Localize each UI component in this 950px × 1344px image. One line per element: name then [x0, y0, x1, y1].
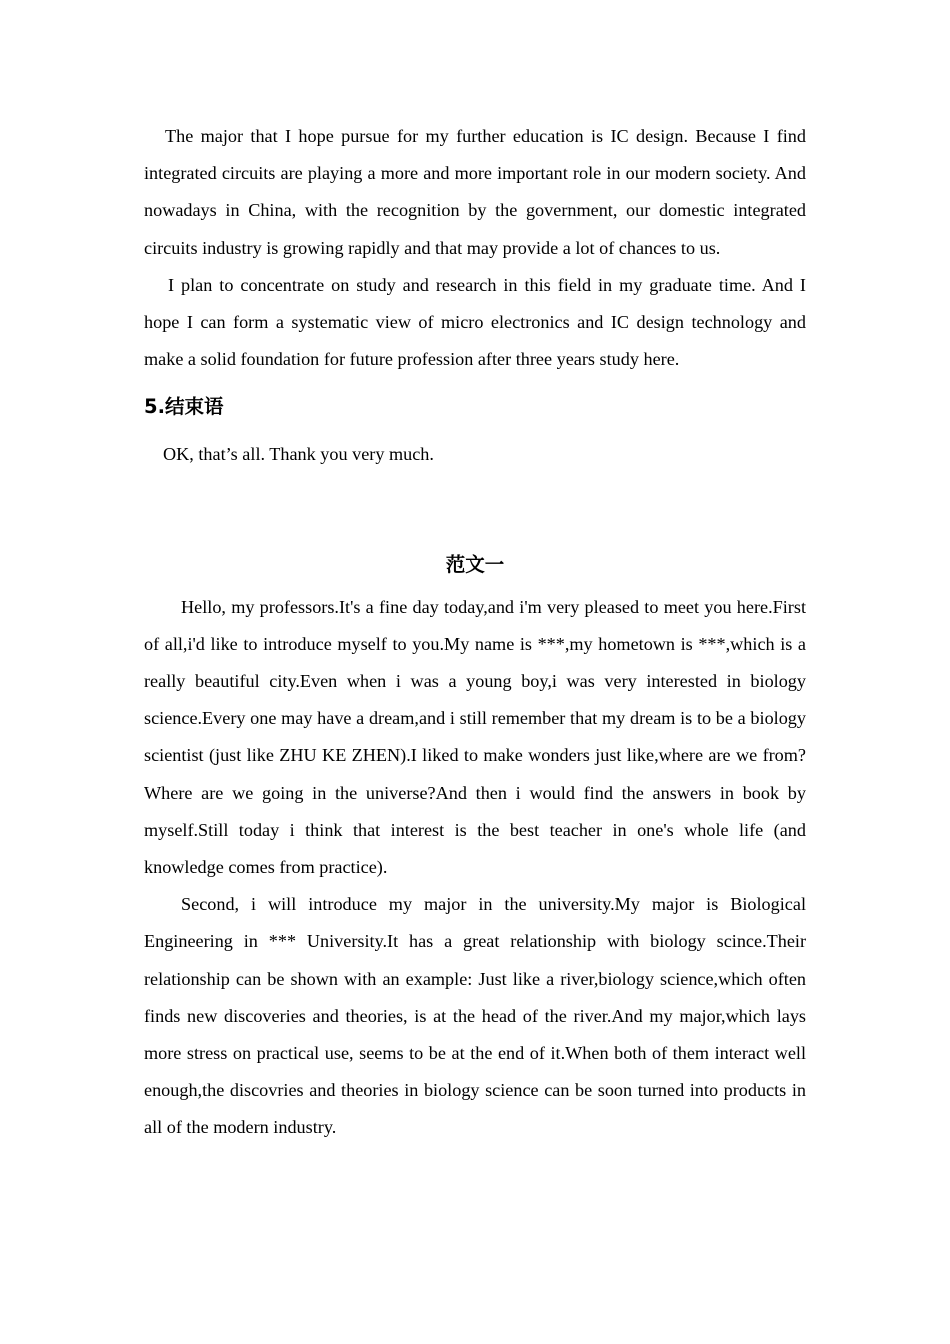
- closing-remark: OK, that’s all. Thank you very much.: [163, 444, 434, 465]
- document-body: [144, 118, 806, 1147]
- paragraph-study-plan: I plan to concentrate on study and research in this field in my graduate time. And I hope I can form a systematic view of micro electronics and IC design technology and make a solid foundation for future profession after three years study here.: [144, 274, 806, 370]
- sample-essay-title: 范文一: [445, 552, 505, 576]
- paragraph-self-introduction: Hello, my professors.It's a fine day today,and i'm very pleased to meet you here.First of all,i'd like to introduce myself to you.My name is ***,my hometown is ***,which is a really beautiful city.Even when i was a young boy,i was very interested in biology science.Every one may have a dream,and i still remember that my dream is to be a biology scientist (just like ZHU KE ZHEN).I liked to make wonders just like,where are we from?Where are we going in the universe?And then i would find the answers in book by myself.Still today i think that interest is the best teacher in one's whole life (and knowledge comes from practice).: [144, 596, 806, 878]
- section-spacer: [144, 474, 806, 549]
- paragraph-major-introduction: Second, i will introduce my major in the university.My major is Biological Engineering in *** University.It has a great relationship with biology scince.Their relationship can be shown with an example: Just like a river,biology science,which often finds new discoveries and theories, is at the head of the river.And my major,which lays more stress on practical use, seems to be at the end of it.When both of them interact well enough,the discovries and theories in biology science can be soon turned into products in all of the modern industry.: [144, 894, 806, 1138]
- section-heading-conclusion: 5.结束语: [144, 395, 224, 419]
- paragraph-ic-design-major: The major that I hope pursue for my further education is IC design. Because I find integrated circuits are playing a more and more important role in our modern society. And nowadays in China, with the recognition by the government, our domestic integrated circuits industry is growing rapidly and that may provide a lot of chances to us.: [144, 126, 806, 258]
